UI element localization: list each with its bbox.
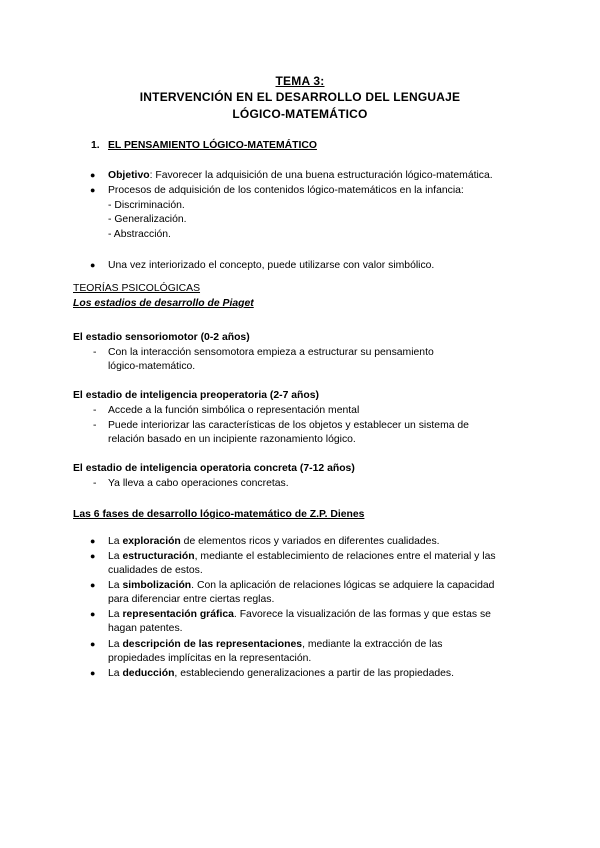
process-item: - Generalización. <box>108 214 187 225</box>
bullet-icon: ● <box>90 668 96 678</box>
phase-line: La representación gráfica. Favorece la visualización de las formas y que estas se <box>108 609 491 620</box>
objective-text: : Favorecer la adquisición de una buena estructuración lógico-matemática. <box>149 170 493 181</box>
phase-line: La deducción, estableciendo generalizaciones a partir de las propiedades. <box>108 668 454 679</box>
objective-line <box>108 168 493 183</box>
phase-line: La estructuración, mediante el establecimiento de relaciones entre el material y las <box>108 551 496 562</box>
phase-line: La simbolización. Con la aplicación de relaciones lógicas se adquiere la capacidad <box>108 580 495 591</box>
stage-title: El estadio de inteligencia preoperatoria (2-7 años) <box>73 390 319 401</box>
stage-item: Accede a la función simbólica o representación mental <box>108 405 360 416</box>
title-line-1: INTERVENCIÓN EN EL DESARROLLO DEL LENGUAJE <box>139 90 461 104</box>
piaget-subheading: Los estadios de desarrollo de Piaget <box>73 298 254 309</box>
theories-heading: TEORÍAS PSICOLÓGICAS <box>73 283 201 294</box>
dash-marker: - <box>93 405 97 416</box>
section-heading: EL PENSAMIENTO LÓGICO-MATEMÁTICO <box>108 140 317 151</box>
stage-item: relación basado en un incipiente razonamiento lógico. <box>108 434 356 445</box>
title-line-2: LÓGICO-MATEMÁTICO <box>232 107 368 121</box>
phase-line: La descripción de las representaciones, mediante la extracción de las <box>108 639 443 650</box>
stage-title: El estadio de inteligencia operatoria concreta (7-12 años) <box>73 463 355 474</box>
phase-line: La exploración de elementos ricos y variados en diferentes cualidades. <box>108 536 440 547</box>
phase-continuation: hagan patentes. <box>108 623 183 634</box>
bullet-icon: ● <box>90 536 96 546</box>
dienes-heading: Las 6 fases de desarrollo lógico-matemático de Z.P. Dienes <box>73 509 365 520</box>
symbolic-text: Una vez interiorizado el concepto, puede utilizarse con valor simbólico. <box>108 260 435 271</box>
dash-marker: - <box>93 478 97 489</box>
phase-continuation: propiedades implícitas en la representación. <box>108 653 312 664</box>
stage-title: El estadio sensoriomotor (0-2 años) <box>73 332 250 343</box>
stage-item: Ya lleva a cabo operaciones concretas. <box>108 478 289 489</box>
process-item: - Abstracción. <box>108 229 171 240</box>
stage-item: Puede interiorizar las características de los objetos y establecer un sistema de <box>108 420 469 431</box>
process-item: - Discriminación. <box>108 200 185 211</box>
bullet-icon: ● <box>90 185 96 195</box>
bullet-icon: ● <box>90 260 96 270</box>
bullet-icon: ● <box>90 639 96 649</box>
stage-item: Con la interacción sensomotora empieza a estructurar su pensamiento <box>108 347 434 358</box>
bullet-icon: ● <box>90 551 96 561</box>
section-number: 1. <box>91 140 100 151</box>
bullet-icon: ● <box>90 170 96 180</box>
topic-label: TEMA 3: <box>275 74 325 88</box>
phase-continuation: cualidades de estos. <box>108 565 203 576</box>
dash-marker: - <box>93 347 97 358</box>
phase-continuation: para diferenciar entre ciertas reglas. <box>108 594 275 605</box>
bullet-icon: ● <box>90 609 96 619</box>
processes-text: Procesos de adquisición de los contenidos lógico-matemáticos en la infancia: <box>108 185 464 196</box>
stage-item: lógico-matemático. <box>108 361 196 372</box>
dash-marker: - <box>93 420 97 431</box>
bullet-icon: ● <box>90 580 96 590</box>
objective-label: Objetivo <box>108 170 150 181</box>
